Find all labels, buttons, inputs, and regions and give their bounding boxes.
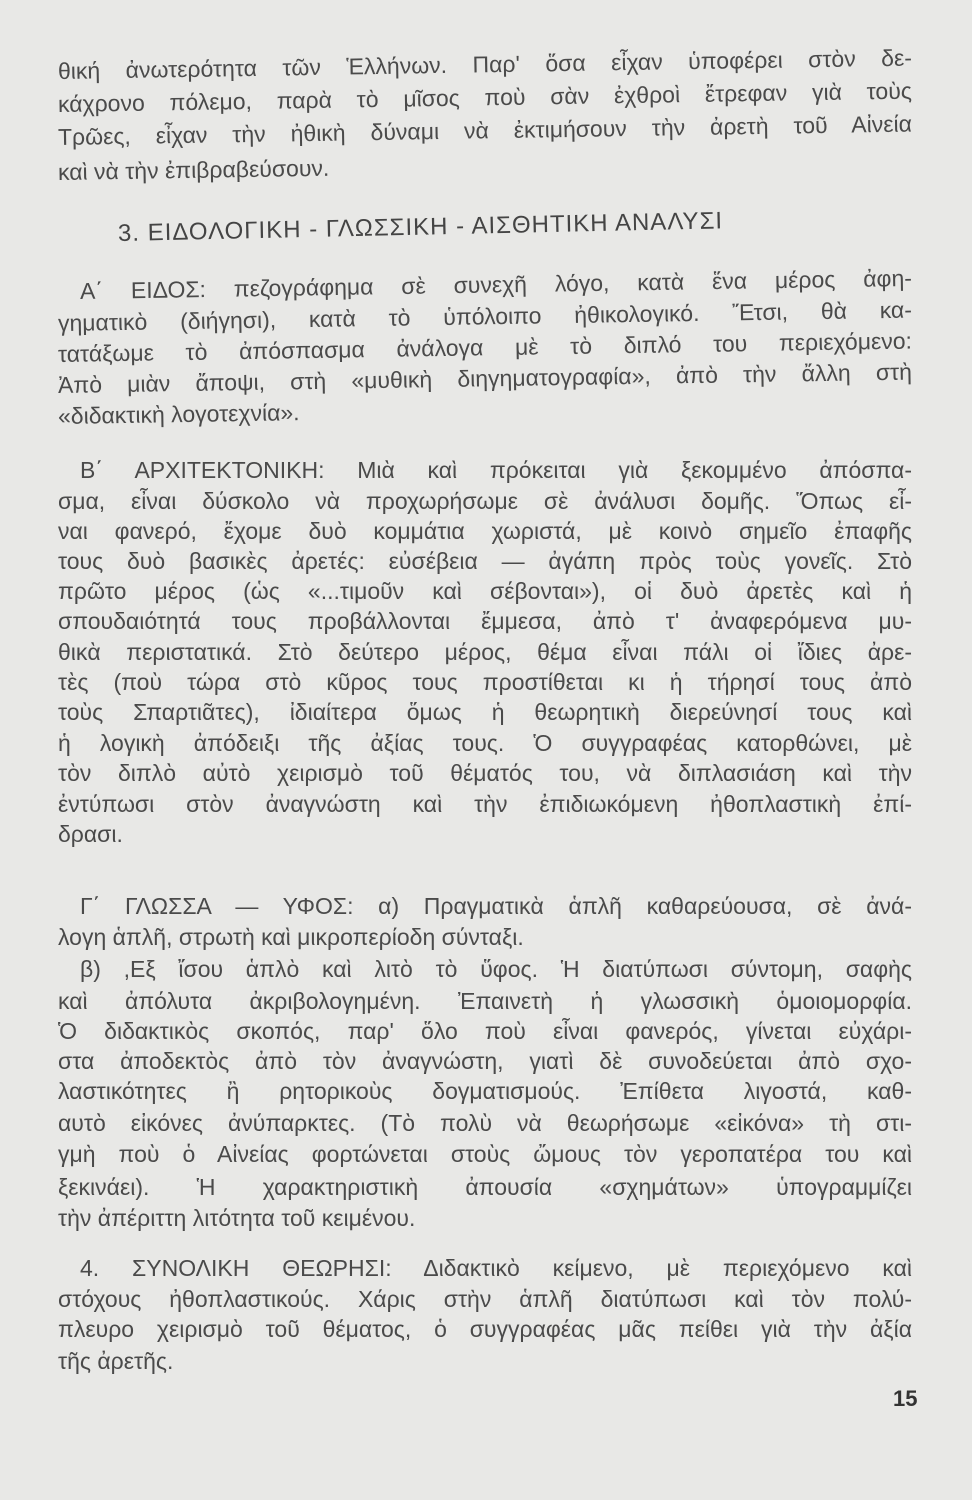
eidos-paragraph-line: Α΄ ΕΙΔΟΣ: πεζογράφημα σὲ συνεχῆ λόγο, κατὰ ἕνα μέρος ἀφη-	[79, 264, 913, 304]
architektoniki-paragraph-line: τοὺς Σπαρτιᾶτες), ἰδιαίτερα ὅμως ἡ θεωρητικὴ διερεύνησί τους καὶ	[58, 699, 912, 725]
section-heading: 3. ΕΙΔΟΛΟΓΙΚΗ - ΓΛΩΣΣΙΚΗ - ΑΙΣΘΗΤΙΚΗ ΑΝΑΛΥΣΙ	[117, 207, 724, 247]
glossa-paragraph-line: τὴν ἀπέριττη λιτότητα τοῦ κειμένου.	[58, 1205, 416, 1231]
architektoniki-paragraph-line: τὲς (ποὺ τώρα στὸ κῦρος τους προστίθεται κι ἡ τήρησί τους ἀπὸ	[58, 669, 912, 695]
glossa-paragraph-line: αυτὸ εἰκόνες ἀνύπαρκτες. (Τὸ πολὺ νὰ θεωρήσωμε «εἰκόνα» τὴ στι-	[58, 1110, 912, 1136]
eidos-paragraph-line: «διδακτικὴ λογοτεχνία».	[57, 399, 300, 429]
eidos-paragraph-line: τατάξωμε τὸ ἀπόσπασμα ἀνάλογα μὲ τὸ διπλό του περιεχόμενο:	[57, 327, 913, 367]
page-number: 15	[893, 1386, 918, 1411]
architektoniki-paragraph-line: σμα, εἶναι δύσκολο νὰ προχωρήσωμε σὲ ἀνάλυσι δομῆς. Ὅπως εἶ-	[58, 488, 912, 514]
architektoniki-paragraph-line: τους δυὸ βασικὲς ἀρετές: εὐσέβεια — ἀγάπη πρὸς τοὺς γονεῖς. Στὸ	[58, 548, 912, 574]
glossa-paragraph-line: γμὴ ποὺ ὁ Αἰνείας φορτώνεται στοὺς ὤμους τὸν γεροπατέρα του καὶ	[58, 1141, 912, 1167]
architektoniki-paragraph-line: ναι φανερό, ἔχομε δυὸ κομμάτια χωριστά, μὲ κοινὸ σημεῖο ἐπαφῆς	[58, 518, 912, 544]
synoliki-paragraph-line: στόχους ἠθοπλαστικούς. Χάρις στὴν ἁπλῆ διατύπωσι καὶ τὸν πολύ-	[58, 1286, 912, 1312]
eidos-paragraph-line: Ἀπὸ μιὰν ἄποψι, στὴ «μυθικὴ διηγηματογραφία», ἀπὸ τὴν ἄλλη στὴ	[57, 358, 913, 398]
architektoniki-paragraph-line: ἡ λογικὴ ἀπόδειξι τῆς ἀξίας τους. Ὁ συγγραφέας κατορθώνει, μὲ	[58, 730, 912, 756]
eidos-paragraph-line: γηματικὸ (διήγησι), κατὰ τὸ ὑπόλοιπο ἠθικολογικό. Ἔτσι, θὰ κα-	[57, 296, 913, 336]
architektoniki-paragraph-line: δρασι.	[58, 821, 123, 847]
synoliki-paragraph-line: 4. ΣΥΝΟΛΙΚΗ ΘΕΩΡΗΣΙ: Διδακτικὸ κείμενο, μὲ περιεχόμενο καὶ	[80, 1255, 912, 1281]
architektoniki-paragraph-line: ἐντύπωσι στὸν ἀναγνώστη καὶ τὴν ἐπιδιωκόμενη ἠθοπλαστικὴ ἐπί-	[58, 791, 912, 817]
architektoniki-paragraph-line: θικὰ περιστατικά. Στὸ δεύτερο μέρος, θέμα εἶναι πάλι οἱ ἴδιες ἀρε-	[58, 639, 912, 665]
glossa-paragraph-line: στα ἀποδεκτὸς ἀπὸ τὸν ἀναγνώστη, γιατὶ δὲ συνοδεύεται ἀπὸ σχο-	[58, 1048, 912, 1074]
architektoniki-paragraph-line: Β΄ ΑΡΧΙΤΕΚΤΟΝΙΚΗ: Μιὰ καὶ πρόκειται γιὰ ξεκομμένο ἀπόσπα-	[80, 457, 912, 483]
architektoniki-paragraph-line: πρῶτο μέρος (ὡς «...τιμοῦν καὶ σέβονται»), οἱ δυὸ ἀρετὲς καὶ ἡ	[58, 578, 912, 604]
intro-paragraph-line: καὶ νὰ τὴν ἐπιβραβεύσουν.	[57, 154, 330, 185]
architektoniki-paragraph-line: τὸν διπλὸ αὐτὸ χειρισμὸ τοῦ θέματός του, νὰ διπλασιάση καὶ τὴν	[58, 760, 912, 786]
synoliki-paragraph-line: τῆς ἀρετῆς.	[58, 1348, 174, 1374]
glossa-paragraph-line: β) ,Εξ ἴσου ἁπλὸ καὶ λιτὸ τὸ ὕφος. Ἡ διατύπωσι σύντομη, σαφὴς	[80, 956, 912, 982]
glossa-paragraph-line: Γ΄ ΓΛΩΣΣΑ — ΥΦΟΣ: α) Πραγματικὰ ἁπλῆ καθαρεύουσα, σὲ ἀνά-	[80, 893, 912, 919]
intro-paragraph-line: θική ἀνωτερότητα τῶν Ἑλλήνων. Παρ' ὅσα εἶχαν ὑποφέρει στὸν δε-	[57, 44, 913, 84]
glossa-paragraph-line: λαστικότητες ἢ ρητορικοὺς δογματισμούς. Ἐπίθετα λιγοστά, καθ-	[58, 1078, 912, 1104]
glossa-paragraph-line: λογη ἁπλῆ, στρωτὴ καὶ μικροπερίοδη σύνταξι.	[58, 924, 524, 950]
glossa-paragraph-line: ξεκινάει). Ἡ χαρακτηριστικὴ ἀπουσία «σχημάτων» ὑπογραμμίζει	[58, 1174, 912, 1200]
glossa-paragraph-line: Ὁ διδακτικὸς σκοπός, παρ' ὅλο ποὺ εἶναι φανερός, γίνεται εὐχάρι-	[58, 1018, 912, 1044]
synoliki-paragraph-line: πλευρο χειρισμὸ τοῦ θέματος, ὁ συγγραφέας μᾶς πείθει γιὰ τὴν ἀξία	[58, 1316, 912, 1342]
intro-paragraph-line: Τρῶες, εἶχαν τὴν ἠθικὴ δύναμι νὰ ἐκτιμήσουν τὴν ἀρετὴ τοῦ Αἰνεία	[57, 110, 913, 150]
glossa-paragraph-line: καὶ ἀπόλυτα ἀκριβολογημένη. Ἐπαινετὴ ἡ γλωσσικὴ ὁμοιομορφία.	[58, 988, 912, 1014]
architektoniki-paragraph-line: σπουδαιότητά τους προβάλλονται ἔμμεσα, ἀπὸ τ' ἀναφερόμενα μυ-	[58, 608, 912, 634]
intro-paragraph-line: κάχρονο πόλεμο, παρὰ τὸ μῖσος ποὺ σὰν ἐχθροὶ ἔτρεφαν γιὰ τοὺς	[57, 77, 913, 117]
